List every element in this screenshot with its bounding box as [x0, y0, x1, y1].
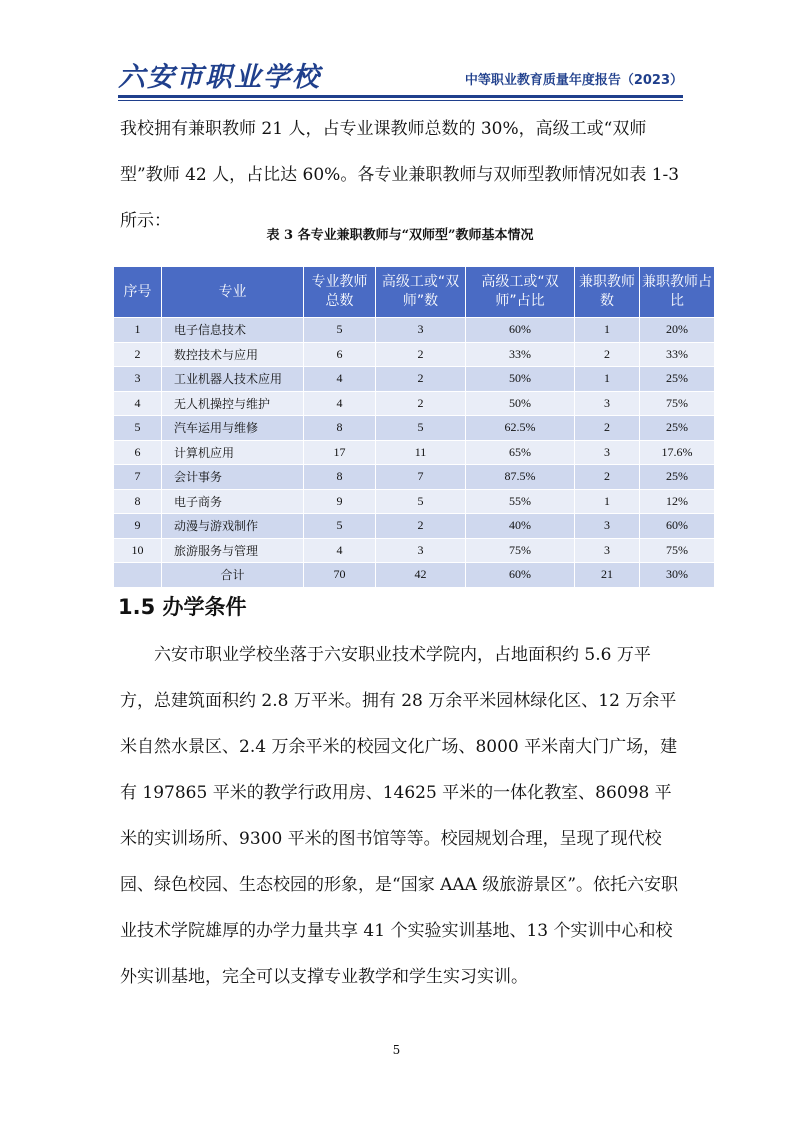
table-cell: 75% [640, 538, 715, 563]
table-row [114, 318, 715, 343]
table-cell: 4 [304, 391, 376, 416]
table-cell: 5 [304, 318, 376, 343]
table-cell: 25% [640, 367, 715, 392]
table-cell: 汽车运用与维修 [162, 416, 304, 441]
header-rule [118, 95, 683, 98]
table-cell: 70 [304, 563, 376, 588]
table-cell: 电子商务 [162, 489, 304, 514]
table-cell: 5 [376, 489, 466, 514]
table-cell: 8 [304, 465, 376, 490]
table-cell: 2 [376, 391, 466, 416]
table-cell: 50% [466, 367, 575, 392]
table-cell: 62.5% [466, 416, 575, 441]
table-cell: 65% [466, 440, 575, 465]
page-number: 5 [392, 1043, 401, 1057]
table-cell: 1 [575, 318, 640, 343]
table-cell: 3 [575, 391, 640, 416]
table-row [114, 342, 715, 367]
table-cell: 计算机应用 [162, 440, 304, 465]
table-cell: 4 [114, 391, 162, 416]
table-cell: 5 [304, 514, 376, 539]
table-cell: 电子信息技术 [162, 318, 304, 343]
table-cell: 2 [575, 342, 640, 367]
table-cell: 7 [376, 465, 466, 490]
table-cell: 8 [304, 416, 376, 441]
table-cell: 60% [640, 514, 715, 539]
table-cell: 2 [376, 514, 466, 539]
table-caption: 表 3 各专业兼职教师与“双师型”教师基本情况 [266, 228, 534, 243]
table-cell: 7 [114, 465, 162, 490]
table-cell: 5 [376, 416, 466, 441]
table-cell: 3 [376, 318, 466, 343]
table-cell: 1 [575, 367, 640, 392]
header-parttime-count: 兼职教师数 [575, 267, 640, 318]
table-row [114, 416, 715, 441]
table-cell: 25% [640, 465, 715, 490]
table-cell: 数控技术与应用 [162, 342, 304, 367]
table-cell: 无人机操控与维护 [162, 391, 304, 416]
table-cell: 4 [304, 538, 376, 563]
table-cell: 6 [304, 342, 376, 367]
table-row [114, 514, 715, 539]
table-cell: 3 [376, 538, 466, 563]
report-title: 中等职业教育质量年度报告（2023） [464, 73, 683, 88]
table-cell: 60% [466, 318, 575, 343]
header-total-teachers: 专业教师总数 [304, 267, 376, 318]
header-dual-count: 高级工或“双师”数 [376, 267, 466, 318]
table-cell: 1 [575, 489, 640, 514]
table-row [114, 367, 715, 392]
table-cell: 17 [304, 440, 376, 465]
table-cell: 75% [466, 538, 575, 563]
table-row [114, 391, 715, 416]
table-total-row [114, 563, 715, 588]
table-row [114, 440, 715, 465]
table-cell: 12% [640, 489, 715, 514]
table-cell: 9 [304, 489, 376, 514]
header-parttime-ratio: 兼职教师占比 [640, 267, 715, 318]
table-cell: 2 [575, 416, 640, 441]
table-cell: 17.6% [640, 440, 715, 465]
table-cell: 2 [575, 465, 640, 490]
table-cell: 33% [466, 342, 575, 367]
table-cell: 20% [640, 318, 715, 343]
total-label: 合计 [162, 563, 304, 588]
table-cell: 3 [575, 440, 640, 465]
teacher-table [113, 266, 715, 588]
header-major: 专业 [162, 267, 304, 318]
table-cell: 工业机器人技术应用 [162, 367, 304, 392]
table-row [114, 489, 715, 514]
table-cell: 2 [114, 342, 162, 367]
table-cell: 1 [114, 318, 162, 343]
table-row [114, 465, 715, 490]
table-cell: 25% [640, 416, 715, 441]
table-cell: 10 [114, 538, 162, 563]
table-cell: 旅游服务与管理 [162, 538, 304, 563]
table-cell: 42 [376, 563, 466, 588]
table-cell: 会计事务 [162, 465, 304, 490]
page-header [118, 60, 683, 104]
table-cell: 75% [640, 391, 715, 416]
table-cell: 50% [466, 391, 575, 416]
school-logo: 六安市职业学校 [118, 62, 321, 93]
table-cell: 11 [376, 440, 466, 465]
intro-paragraph: 我校拥有兼职教师 21 人，占专业课教师总数的 30%，高级工或“双师型”教师 42 人，占比达 60%。各专业兼职教师与双师型教师情况如表 1-3 所示： [120, 119, 680, 231]
header-dual-ratio: 高级工或“双师”占比 [466, 267, 575, 318]
table-cell: 2 [376, 367, 466, 392]
table-row [114, 538, 715, 563]
table-header-row [114, 267, 715, 318]
table-cell: 9 [114, 514, 162, 539]
table-cell: 3 [114, 367, 162, 392]
table-cell: 3 [575, 538, 640, 563]
header-index: 序号 [114, 267, 162, 318]
table-cell: 21 [575, 563, 640, 588]
table-cell: 8 [114, 489, 162, 514]
table-cell: 60% [466, 563, 575, 588]
table-cell: 4 [304, 367, 376, 392]
section-title: 1.5 办学条件 [118, 595, 247, 619]
table-cell: 33% [640, 342, 715, 367]
table-cell: 动漫与游戏制作 [162, 514, 304, 539]
table-cell-empty [114, 563, 162, 588]
table-cell: 2 [376, 342, 466, 367]
table-cell: 5 [114, 416, 162, 441]
table-cell: 40% [466, 514, 575, 539]
table-cell: 6 [114, 440, 162, 465]
table-cell: 87.5% [466, 465, 575, 490]
body-paragraph: 六安市职业学校坐落于六安职业技术学院内，占地面积约 5.6 万平方，总建筑面积约 2.8 万平米。拥有 28 万余平米园林绿化区、12 万余平米自然水景区、2.4 万余平米的校园文化广场、8000 平米南大门广场，建有 197865 平米的教学行政用房、14625 平米的一体化教室、86098 平米的实训场所、9300 平米的图书馆等等。校园规划合理，呈现了现代校园、绿色校园、生态校园的形象，是“国家 AAA 级旅游景区”。依托六安职业技术学院雄厚的办学力量共享 41 个实验实训基地、13 个实训中心和校外实训基地，完全可以支撑专业教学和学生实习实训。 [120, 645, 679, 987]
table-cell: 3 [575, 514, 640, 539]
table-cell: 30% [640, 563, 715, 588]
table-cell: 55% [466, 489, 575, 514]
header-rule-thin [118, 100, 683, 101]
